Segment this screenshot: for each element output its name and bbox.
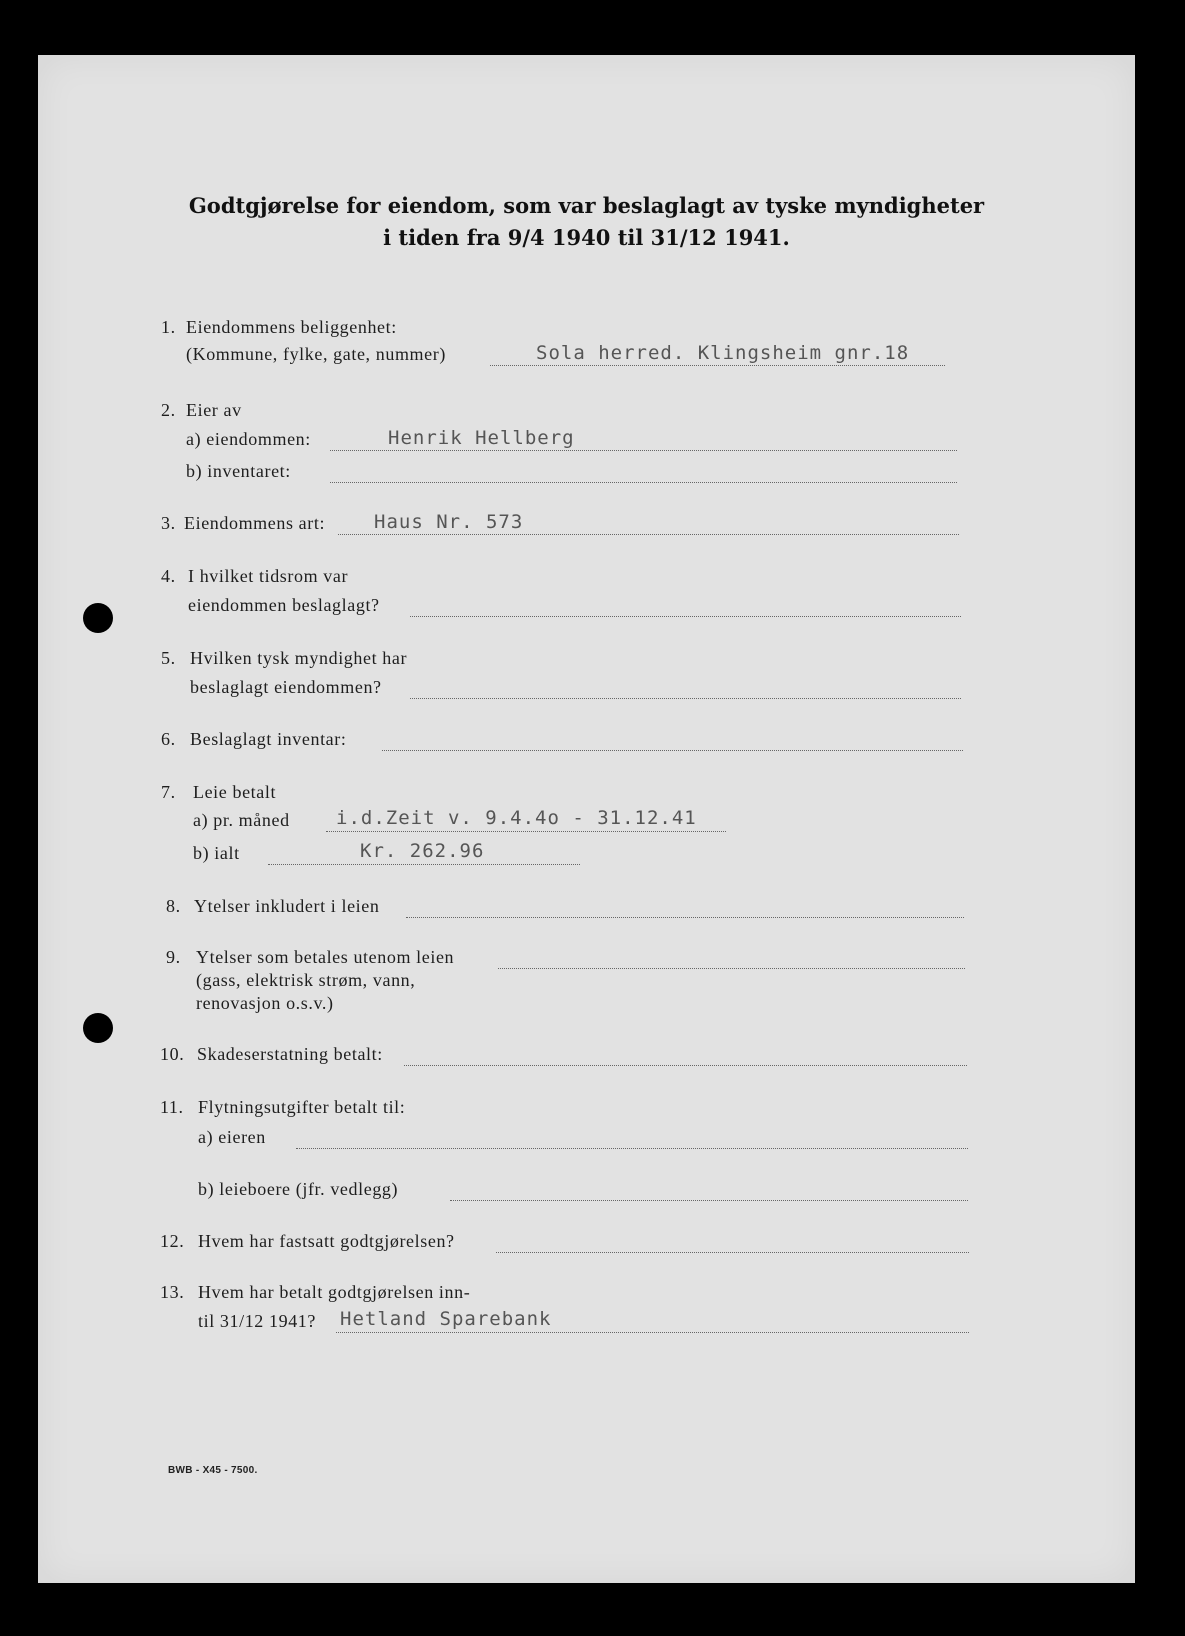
item-3-answer: Haus Nr. 573 (374, 511, 524, 533)
item-2a-answer-line (330, 450, 957, 451)
item-11a-label: a) eieren (198, 1127, 266, 1147)
item-7a-answer-line (326, 831, 726, 832)
item-5-label: Hvilken tysk myndighet har (190, 648, 408, 668)
item-1-sublabel: (Kommune, fylke, gate, nummer) (186, 344, 446, 364)
item-11-label: Flytningsutgifter betalt til: (198, 1097, 406, 1117)
punch-hole-bottom (83, 1013, 113, 1043)
item-8-label: Ytelser inkludert i leien (194, 896, 380, 916)
item-7b-label: b) ialt (193, 843, 240, 863)
item-7b-answer-line (268, 864, 580, 865)
item-9-label-3: renovasjon o.s.v.) (196, 993, 334, 1013)
item-3-answer-line (338, 534, 959, 535)
item-6-label: Beslaglagt inventar: (190, 729, 347, 749)
item-1-answer: Sola herred. Klingsheim gnr.18 (536, 342, 910, 364)
item-6-number: 6. (161, 729, 176, 749)
item-5-answer-line (410, 698, 961, 699)
item-8-answer-line (406, 917, 964, 918)
item-2b-label: b) inventaret: (186, 461, 291, 481)
form-title-line-2: i tiden fra 9/4 1940 til 31/12 1941. (383, 225, 790, 250)
item-9-label-2: (gass, elektrisk strøm, vann, (196, 970, 416, 990)
item-9-answer-line (498, 968, 965, 969)
item-4-label: I hvilket tidsrom var (188, 566, 349, 586)
item-3-number: 3. (161, 513, 176, 533)
form-title-line-1: Godtgjørelse for eiendom, som var beslaglagt av tyske myndigheter (188, 193, 985, 218)
item-1-answer-line (490, 365, 945, 366)
item-11-number: 11. (160, 1097, 184, 1117)
item-13-answer: Hetland Sparebank (340, 1308, 552, 1330)
item-7b-answer: Kr. 262.96 (360, 840, 485, 862)
item-7-number: 7. (161, 782, 176, 802)
item-11b-answer-line (450, 1200, 968, 1201)
item-2-label: Eier av (186, 400, 242, 420)
item-2-number: 2. (161, 400, 176, 420)
item-10-answer-line (404, 1065, 967, 1066)
punch-hole-top (83, 603, 113, 633)
item-8-number: 8. (166, 896, 181, 916)
item-13-label: Hvem har betalt godtgjørelsen inn- (198, 1282, 471, 1302)
item-7a-answer: i.d.Zeit v. 9.4.4o - 31.12.41 (336, 807, 697, 829)
item-11a-answer-line (296, 1148, 968, 1149)
item-3-label: Eiendommens art: (184, 513, 326, 533)
item-12-number: 12. (160, 1231, 185, 1251)
item-11b-label: b) leieboere (jfr. vedlegg) (198, 1179, 399, 1199)
item-12-answer-line (496, 1252, 969, 1253)
item-10-label: Skadeserstatning betalt: (197, 1044, 383, 1064)
item-9-label: Ytelser som betales utenom leien (196, 947, 455, 967)
item-4-label-2: eiendommen beslaglagt? (188, 595, 380, 615)
item-5-label-2: beslaglagt eiendommen? (190, 677, 382, 697)
item-2b-answer-line (330, 482, 957, 483)
item-1-label: Eiendommens beliggenhet: (186, 317, 397, 337)
item-12-label: Hvem har fastsatt godtgjørelsen? (198, 1231, 455, 1251)
item-1-number: 1. (161, 317, 176, 337)
item-2a-label: a) eiendommen: (186, 429, 311, 449)
item-5-number: 5. (161, 648, 176, 668)
item-13-answer-line (336, 1332, 969, 1333)
item-4-answer-line (410, 616, 961, 617)
item-9-number: 9. (166, 947, 181, 967)
item-7a-label: a) pr. måned (193, 810, 290, 830)
item-6-answer-line (382, 750, 963, 751)
item-13-number: 13. (160, 1282, 185, 1302)
item-4-number: 4. (161, 566, 176, 586)
item-2a-answer: Henrik Hellberg (388, 427, 575, 449)
item-7-label: Leie betalt (193, 782, 277, 802)
item-10-number: 10. (160, 1044, 185, 1064)
item-13-label-2: til 31/12 1941? (198, 1311, 316, 1331)
form-footer-code: BWB - X45 - 7500. (168, 1465, 258, 1476)
form-sheet (38, 55, 1135, 1583)
